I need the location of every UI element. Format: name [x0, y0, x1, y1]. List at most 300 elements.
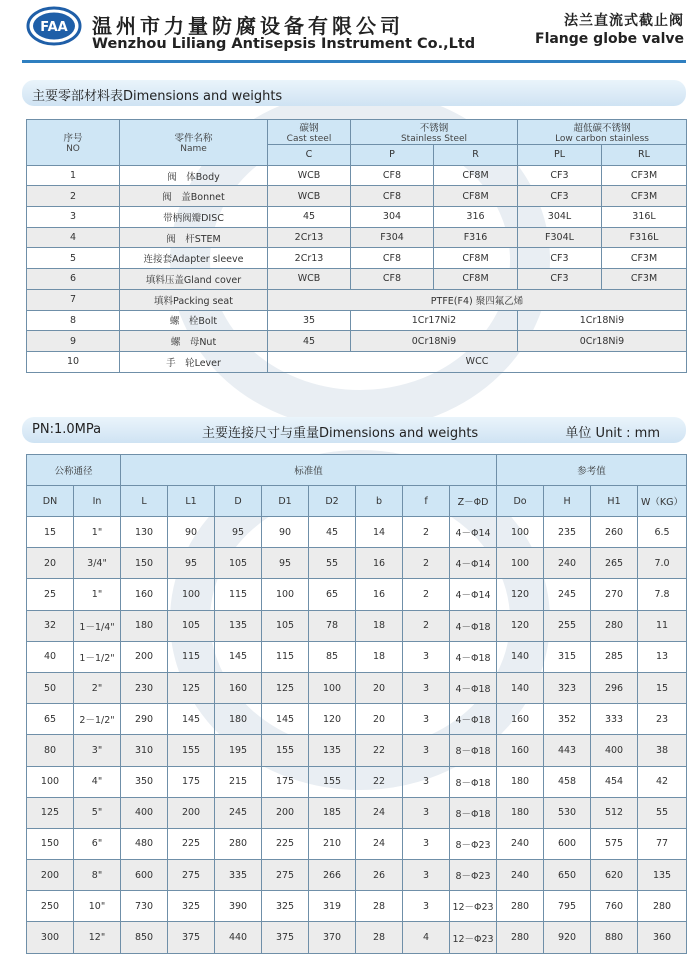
column-header: b — [356, 486, 403, 517]
cell: 8－Φ18 — [450, 766, 497, 797]
cell: 135 — [638, 860, 687, 891]
cell: 145 — [168, 704, 215, 735]
cell: 55 — [309, 548, 356, 579]
cell: 8－Φ23 — [450, 860, 497, 891]
cell: 20 — [356, 704, 403, 735]
header-rl: RL — [602, 145, 687, 166]
header-p: P — [351, 145, 434, 166]
header-divider — [22, 60, 686, 63]
dimensions-section-bar — [22, 417, 686, 443]
cell: 连接套Adapter sleeve — [120, 248, 268, 269]
cell: 2Cr13 — [268, 248, 351, 269]
column-header: Z－ΦD — [450, 486, 497, 517]
cell: 195 — [215, 735, 262, 766]
table-row — [27, 579, 687, 610]
column-header: D — [215, 486, 262, 517]
cell: 100 — [262, 579, 309, 610]
table-row — [27, 735, 687, 766]
cell: 512 — [591, 797, 638, 828]
cell: 4－Φ18 — [450, 610, 497, 641]
cell: 850 — [121, 922, 168, 953]
cell: 200 — [27, 860, 74, 891]
table-row — [27, 186, 687, 207]
cell: 265 — [591, 548, 638, 579]
cell: 22 — [356, 766, 403, 797]
cell: 90 — [262, 517, 309, 548]
cell: 280 — [638, 891, 687, 922]
cell: 12－Φ23 — [450, 922, 497, 953]
cell: 400 — [591, 735, 638, 766]
cell: 225 — [262, 828, 309, 859]
page-header — [0, 0, 700, 60]
cell: 333 — [591, 704, 638, 735]
table-row — [27, 351, 687, 372]
cell: 4－Φ14 — [450, 517, 497, 548]
cell: 105 — [168, 610, 215, 641]
column-header: D2 — [309, 486, 356, 517]
cell: CF3M — [602, 248, 687, 269]
cell: 35 — [268, 310, 351, 331]
cell: 80 — [27, 735, 74, 766]
cell: 9 — [27, 331, 120, 352]
cell: 20 — [27, 548, 74, 579]
cell: 85 — [309, 641, 356, 672]
cell: PTFE(F4) 聚四氟乙烯 — [268, 289, 687, 310]
cell: 150 — [121, 548, 168, 579]
cell: CF8M — [434, 269, 518, 290]
cell: 316L — [602, 207, 687, 228]
cell: 8" — [74, 860, 121, 891]
cell: 323 — [544, 672, 591, 703]
cell: 115 — [168, 641, 215, 672]
cell: 45 — [309, 517, 356, 548]
cell: 1－1/4" — [74, 610, 121, 641]
cell: 78 — [309, 610, 356, 641]
table-row — [27, 860, 687, 891]
cell: 2－1/2" — [74, 704, 121, 735]
cell: 45 — [268, 331, 351, 352]
cell: 120 — [497, 579, 544, 610]
cell: 210 — [309, 828, 356, 859]
cell: 115 — [262, 641, 309, 672]
table-row — [27, 766, 687, 797]
column-header: DN — [27, 486, 74, 517]
cell: 180 — [121, 610, 168, 641]
table-row — [27, 207, 687, 228]
cell: CF8M — [434, 186, 518, 207]
table-row — [27, 891, 687, 922]
cell: 28 — [356, 922, 403, 953]
cell: 3 — [403, 891, 450, 922]
product-name-en: Flange globe valve — [535, 31, 684, 47]
cell: 390 — [215, 891, 262, 922]
dimensions-table — [26, 454, 687, 954]
unit-label: 单位 Unit : mm — [565, 426, 660, 441]
cell: 125 — [262, 672, 309, 703]
cell: 11 — [638, 610, 687, 641]
cell: 2 — [27, 186, 120, 207]
cell: 阀 盖Bonnet — [120, 186, 268, 207]
cell: 65 — [309, 579, 356, 610]
cell: 275 — [262, 860, 309, 891]
pressure-label: PN:1.0MPa — [32, 422, 102, 437]
cell: 200 — [168, 797, 215, 828]
cell: 24 — [356, 828, 403, 859]
cell: 3/4" — [74, 548, 121, 579]
cell: 100 — [497, 548, 544, 579]
svg-text:FAA: FAA — [40, 20, 68, 35]
table-row — [27, 704, 687, 735]
cell: 160 — [121, 579, 168, 610]
cell: 795 — [544, 891, 591, 922]
cell: 3 — [403, 797, 450, 828]
cell: 250 — [27, 891, 74, 922]
header-pl: PL — [518, 145, 602, 166]
cell: 215 — [215, 766, 262, 797]
cell: 352 — [544, 704, 591, 735]
cell: 28 — [356, 891, 403, 922]
materials-section-bar — [22, 80, 686, 106]
cell: 140 — [497, 672, 544, 703]
cell: 阀 杆STEM — [120, 227, 268, 248]
cell: 319 — [309, 891, 356, 922]
cell: 95 — [215, 517, 262, 548]
cell: 3 — [403, 672, 450, 703]
column-header: H1 — [591, 486, 638, 517]
company-name-cn: 温州市力量防腐设备有限公司 — [92, 14, 404, 38]
cell: 8 — [27, 310, 120, 331]
cell: 95 — [262, 548, 309, 579]
cell: 285 — [591, 641, 638, 672]
cell: 458 — [544, 766, 591, 797]
cell: CF3 — [518, 186, 602, 207]
cell: 310 — [121, 735, 168, 766]
company-logo — [26, 6, 82, 46]
cell: 280 — [497, 891, 544, 922]
cell: 140 — [497, 641, 544, 672]
cell: 304L — [518, 207, 602, 228]
cell: 18 — [356, 641, 403, 672]
cell: 650 — [544, 860, 591, 891]
cell: CF8 — [351, 248, 434, 269]
cell: 880 — [591, 922, 638, 953]
header-stainless: 不锈钢 Stainless Steel — [351, 120, 518, 145]
cell: 375 — [262, 922, 309, 953]
cell: 40 — [27, 641, 74, 672]
cell: 螺 母Nut — [120, 331, 268, 352]
cell: 155 — [262, 735, 309, 766]
cell: 360 — [638, 922, 687, 953]
cell: 3 — [403, 735, 450, 766]
cell: 600 — [544, 828, 591, 859]
cell: 270 — [591, 579, 638, 610]
cell: 304 — [351, 207, 434, 228]
table-row — [27, 289, 687, 310]
cell: 65 — [27, 704, 74, 735]
cell: 15 — [638, 672, 687, 703]
cell: 3 — [403, 828, 450, 859]
cell: 300 — [27, 922, 74, 953]
cell: 4－Φ14 — [450, 548, 497, 579]
cell: 3 — [403, 641, 450, 672]
cell: 225 — [168, 828, 215, 859]
cell: WCB — [268, 165, 351, 186]
cell: 2 — [403, 517, 450, 548]
cell: 575 — [591, 828, 638, 859]
cell: 8－Φ23 — [450, 828, 497, 859]
cell: 3 — [403, 766, 450, 797]
table-row — [27, 227, 687, 248]
cell: 1" — [74, 579, 121, 610]
cell: 5 — [27, 248, 120, 269]
cell: 175 — [262, 766, 309, 797]
cell: 280 — [591, 610, 638, 641]
cell: 730 — [121, 891, 168, 922]
cell: 3 — [27, 207, 120, 228]
cell: 23 — [638, 704, 687, 735]
cell: 280 — [215, 828, 262, 859]
cell: 335 — [215, 860, 262, 891]
cell: 5" — [74, 797, 121, 828]
cell: CF8 — [351, 165, 434, 186]
cell: 125 — [27, 797, 74, 828]
cell: 18 — [356, 610, 403, 641]
cell: CF3 — [518, 248, 602, 269]
product-name-cn: 法兰直流式截止阀 — [564, 13, 684, 29]
cell: 100 — [168, 579, 215, 610]
cell: 22 — [356, 735, 403, 766]
cell: 8－Φ18 — [450, 735, 497, 766]
cell: 7.0 — [638, 548, 687, 579]
cell: 95 — [168, 548, 215, 579]
cell: 7 — [27, 289, 120, 310]
cell: 螺 栓Bolt — [120, 310, 268, 331]
cell: 45 — [268, 207, 351, 228]
cell: 245 — [544, 579, 591, 610]
cell: WCB — [268, 269, 351, 290]
cell: 240 — [544, 548, 591, 579]
cell: 100 — [27, 766, 74, 797]
table-row — [27, 165, 687, 186]
cell: 290 — [121, 704, 168, 735]
cell: 15 — [27, 517, 74, 548]
cell: 160 — [215, 672, 262, 703]
table-row — [27, 641, 687, 672]
cell: 160 — [497, 704, 544, 735]
cell: 10" — [74, 891, 121, 922]
table-row — [27, 672, 687, 703]
table-row — [27, 248, 687, 269]
cell: 4 — [27, 227, 120, 248]
cell: 266 — [309, 860, 356, 891]
cell: 230 — [121, 672, 168, 703]
column-header: f — [403, 486, 450, 517]
cell: 2" — [74, 672, 121, 703]
materials-table — [26, 119, 687, 373]
cell: 32 — [27, 610, 74, 641]
header-low-carbon: 超低碳不锈钢 Low carbon stainless — [518, 120, 687, 145]
cell: 235 — [544, 517, 591, 548]
cell: 42 — [638, 766, 687, 797]
header-c: C — [268, 145, 351, 166]
cell: 145 — [215, 641, 262, 672]
cell: 185 — [309, 797, 356, 828]
cell: WCC — [268, 351, 687, 372]
cell: 90 — [168, 517, 215, 548]
cell: 16 — [356, 579, 403, 610]
table-row — [27, 922, 687, 953]
table-row — [27, 331, 687, 352]
cell: 2 — [403, 579, 450, 610]
column-header: D1 — [262, 486, 309, 517]
cell: 6.5 — [638, 517, 687, 548]
materials-section-title: 主要零部材料表Dimensions and weights — [32, 89, 283, 104]
cell: 160 — [497, 735, 544, 766]
cell: 275 — [168, 860, 215, 891]
cell: F304 — [351, 227, 434, 248]
company-name-en: Wenzhou Liliang Antisepsis Instrument Co.,Ltd — [92, 36, 476, 52]
cell: 4－Φ14 — [450, 579, 497, 610]
cell: F316L — [602, 227, 687, 248]
cell: 12－Φ23 — [450, 891, 497, 922]
cell: 120 — [309, 704, 356, 735]
cell: 4－Φ18 — [450, 641, 497, 672]
cell: 填料压盖Gland cover — [120, 269, 268, 290]
cell: 155 — [168, 735, 215, 766]
cell: 2 — [403, 610, 450, 641]
table-row — [27, 828, 687, 859]
header-reference: 参考值 — [497, 455, 687, 486]
cell: 50 — [27, 672, 74, 703]
cell: 6" — [74, 828, 121, 859]
cell: CF3 — [518, 269, 602, 290]
cell: 带柄阀瓣DISC — [120, 207, 268, 228]
column-header: In — [74, 486, 121, 517]
cell: 440 — [215, 922, 262, 953]
header-no: 序号 NO — [27, 120, 120, 166]
cell: 1" — [74, 517, 121, 548]
cell: 350 — [121, 766, 168, 797]
cell: 135 — [309, 735, 356, 766]
cell: 115 — [215, 579, 262, 610]
cell: 14 — [356, 517, 403, 548]
cell: CF3M — [602, 186, 687, 207]
cell: 480 — [121, 828, 168, 859]
cell: 280 — [497, 922, 544, 953]
cell: 0Cr18Ni9 — [351, 331, 518, 352]
cell: 8－Φ18 — [450, 797, 497, 828]
header-nominal: 公称通径 — [27, 455, 121, 486]
cell: 77 — [638, 828, 687, 859]
cell: 4－Φ18 — [450, 704, 497, 735]
table-row — [27, 548, 687, 579]
cell: 920 — [544, 922, 591, 953]
cell: 400 — [121, 797, 168, 828]
table-row — [27, 269, 687, 290]
cell: 55 — [638, 797, 687, 828]
cell: 2Cr13 — [268, 227, 351, 248]
cell: 530 — [544, 797, 591, 828]
cell: 180 — [497, 766, 544, 797]
cell: 25 — [27, 579, 74, 610]
cell: 600 — [121, 860, 168, 891]
cell: 1Cr18Ni9 — [518, 310, 687, 331]
cell: 620 — [591, 860, 638, 891]
cell: 手 轮Lever — [120, 351, 268, 372]
cell: 4－Φ18 — [450, 672, 497, 703]
cell: 1－1/2" — [74, 641, 121, 672]
cell: 315 — [544, 641, 591, 672]
cell: 260 — [591, 517, 638, 548]
table-row — [27, 310, 687, 331]
cell: 135 — [215, 610, 262, 641]
cell: 443 — [544, 735, 591, 766]
cell: 3" — [74, 735, 121, 766]
cell: 255 — [544, 610, 591, 641]
cell: CF3M — [602, 165, 687, 186]
cell: 38 — [638, 735, 687, 766]
cell: 4 — [403, 922, 450, 953]
cell: 阀 体Body — [120, 165, 268, 186]
column-header: L — [121, 486, 168, 517]
cell: CF8 — [351, 269, 434, 290]
header-cast-steel: 碳钢 Cast steel — [268, 120, 351, 145]
header-name: 零件名称 Name — [120, 120, 268, 166]
cell: 325 — [262, 891, 309, 922]
cell: 180 — [497, 797, 544, 828]
cell: 175 — [168, 766, 215, 797]
cell: 150 — [27, 828, 74, 859]
cell: 130 — [121, 517, 168, 548]
cell: F316 — [434, 227, 518, 248]
column-header: L1 — [168, 486, 215, 517]
cell: 3 — [403, 860, 450, 891]
cell: F304L — [518, 227, 602, 248]
table-row — [27, 610, 687, 641]
cell: 4" — [74, 766, 121, 797]
cell: CF8M — [434, 165, 518, 186]
cell: 325 — [168, 891, 215, 922]
cell: 1 — [27, 165, 120, 186]
cell: CF8 — [351, 186, 434, 207]
cell: 20 — [356, 672, 403, 703]
cell: 105 — [215, 548, 262, 579]
cell: 240 — [497, 828, 544, 859]
table-row — [27, 797, 687, 828]
cell: 100 — [309, 672, 356, 703]
cell: 240 — [497, 860, 544, 891]
cell: 10 — [27, 351, 120, 372]
cell: 454 — [591, 766, 638, 797]
cell: 375 — [168, 922, 215, 953]
cell: CF8M — [434, 248, 518, 269]
header-r: R — [434, 145, 518, 166]
cell: 26 — [356, 860, 403, 891]
cell: 180 — [215, 704, 262, 735]
cell: CF3M — [602, 269, 687, 290]
cell: 200 — [121, 641, 168, 672]
cell: 145 — [262, 704, 309, 735]
column-header: Do — [497, 486, 544, 517]
cell: 155 — [309, 766, 356, 797]
cell: 125 — [168, 672, 215, 703]
cell: 100 — [497, 517, 544, 548]
column-header: W（KG） — [638, 486, 687, 517]
cell: 2 — [403, 548, 450, 579]
cell: 200 — [262, 797, 309, 828]
cell: 760 — [591, 891, 638, 922]
cell: 370 — [309, 922, 356, 953]
